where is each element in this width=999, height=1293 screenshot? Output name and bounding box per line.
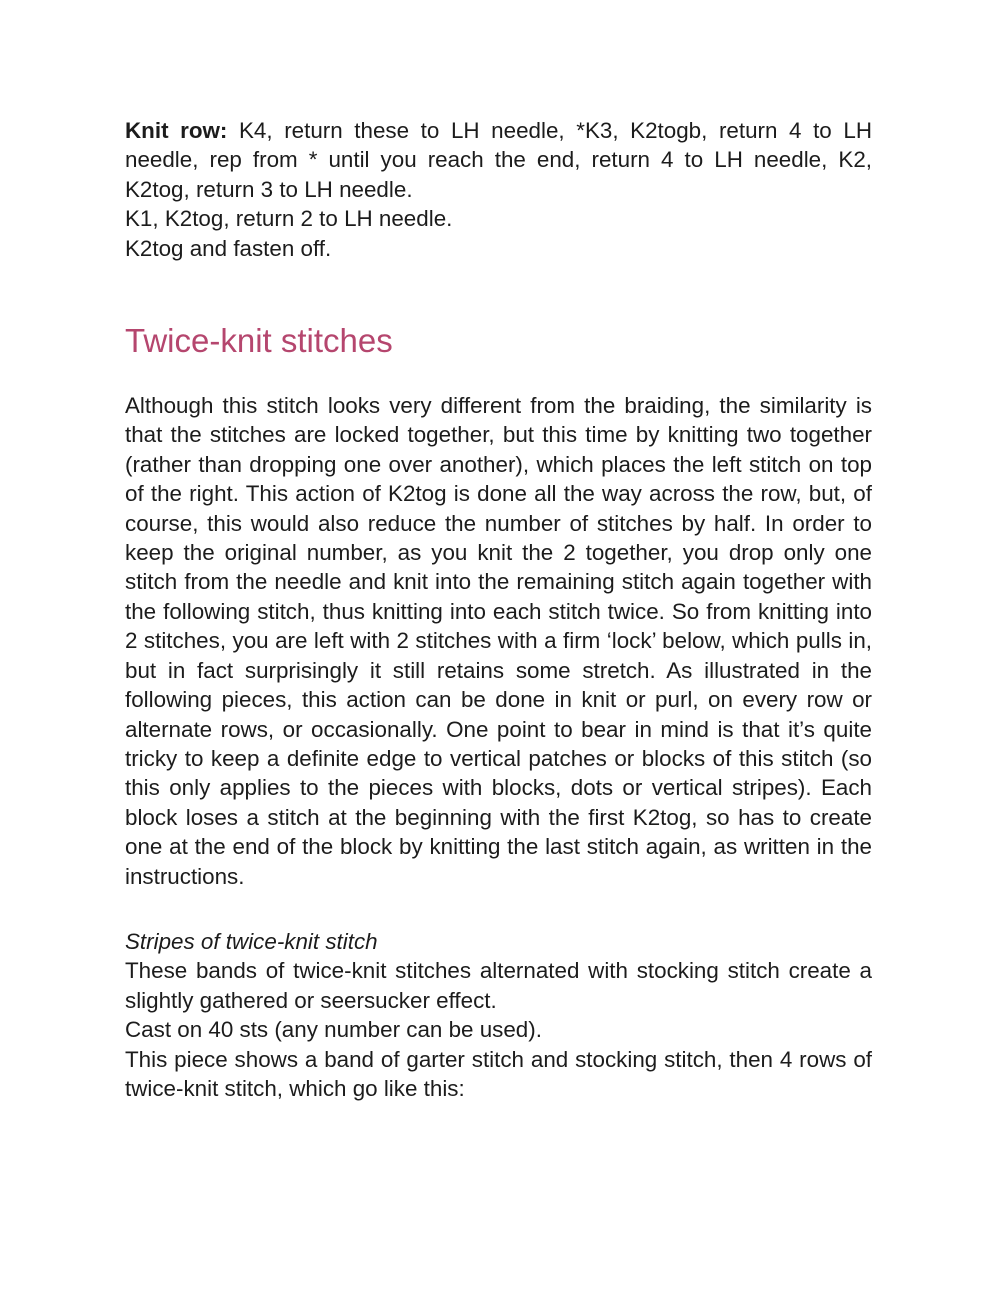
knit-row-label: Knit row: [125,118,228,143]
section-heading: Twice-knit stitches [125,322,393,360]
step-line: K2tog and fasten off. [125,235,332,261]
knit-row-text: K4, return these to LH needle, *K3, K2togb, return 4 to LH needle, rep from * until you reach the end, return 4 to LH needle, K2, K2tog, return 3 to LH needle. [125,118,872,202]
knit-row-instruction [125,116,872,204]
step-line: K1, K2tog, return 2 to LH needle. [125,206,453,232]
section-body: Although this stitch looks very different from the braiding, the similarity is that the stitches are locked together, but this time by knitting two together (rather than dropping one over another), which places the left stitch on top of the right. This action of K2tog is done all the way across the row, but, of course, this would also reduce the number of stitches by half. In order to keep the original number, as you knit the 2 together, you drop only one stitch from the needle and knit into the remaining stitch again together with the following stitch, thus knitting into each stitch twice. So from knitting into 2 stitches, you are left with 2 stitches with a firm ‘lock’ below, which pulls in, but in fact surprisingly it still retains some stretch. As illustrated in the following pieces, this action can be done in knit or purl, on every row or alternate rows, or occasionally. One point to bear in mind is that it’s quite tricky to keep a definite edge to vertical patches or blocks of this stitch (so this only applies to the pieces with blocks, dots or vertical stripes). Each block loses a stitch at the beginning with the first K2tog, so has to create one at the end of the block by knitting the last stitch again, as written in the instructions. [125,393,872,889]
cast-on-line: Cast on 40 sts (any number can be used). [125,1017,542,1043]
stripes-description: These bands of twice-knit stitches alternated with stocking stitch create a slightly gathered or seersucker effect. [125,958,872,1013]
document-page [125,116,872,1103]
subsection-title: Stripes of twice-knit stitch [125,928,378,954]
piece-note: This piece shows a band of garter stitch and stocking stitch, then 4 rows of twice-knit stitch, which go like this: [125,1046,872,1101]
